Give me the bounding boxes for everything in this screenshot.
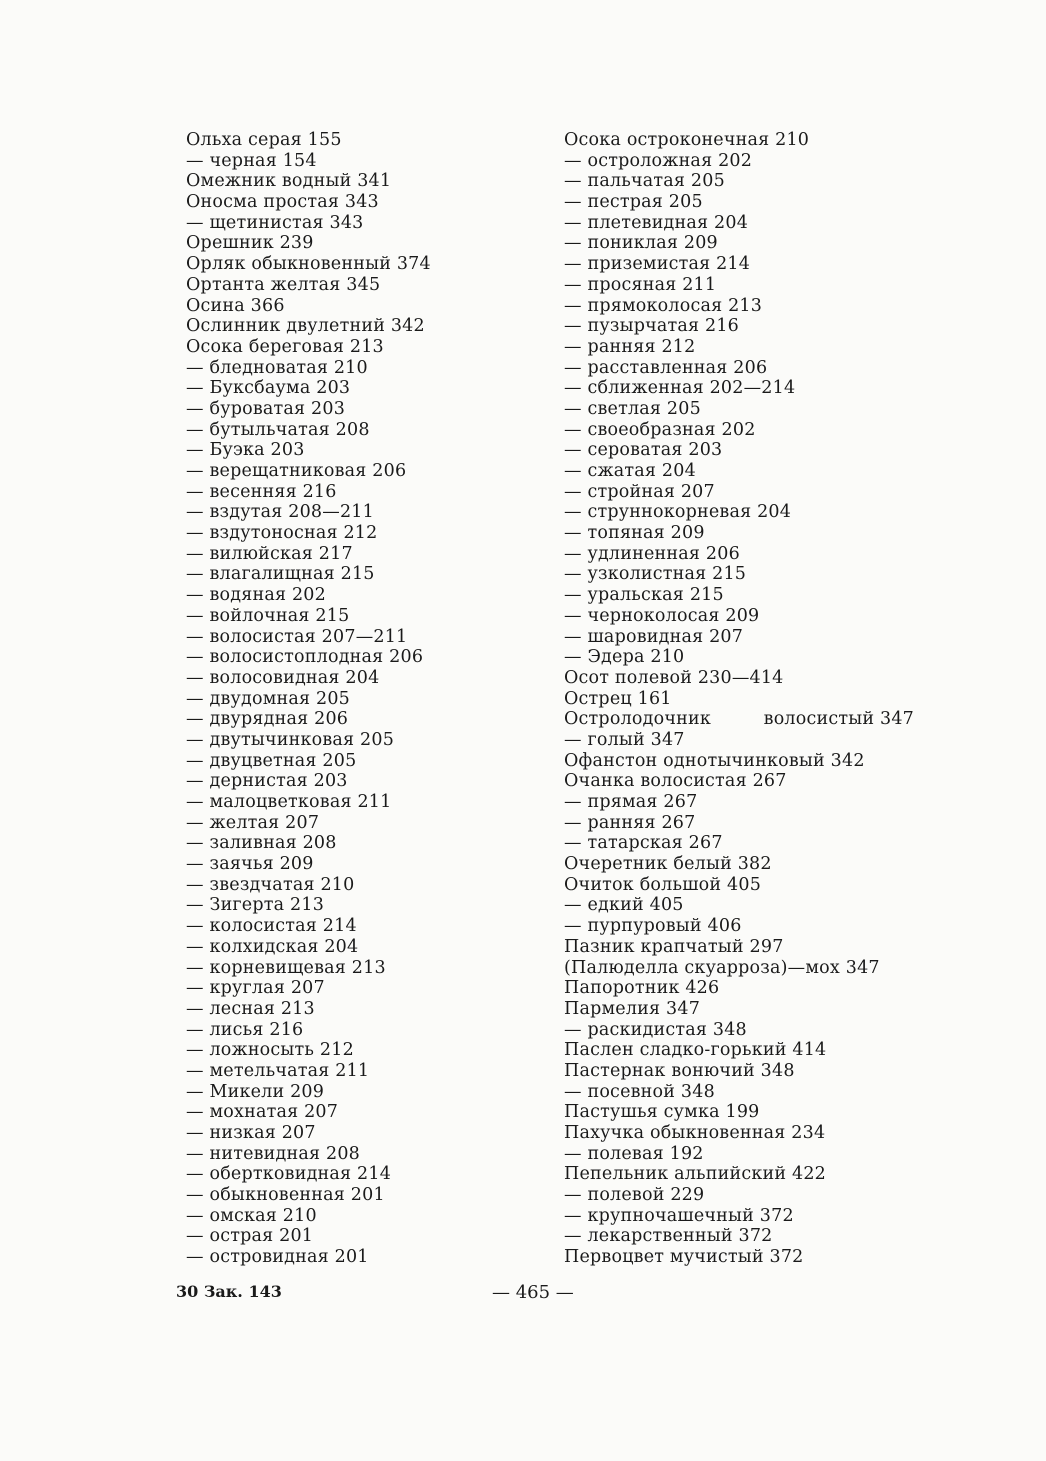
right-column xyxy=(564,130,914,1268)
index-entry: — двутычинковая 205 xyxy=(186,729,395,750)
index-entry: Осока береговая 213 xyxy=(186,336,384,357)
index-entry: — полевая 192 xyxy=(564,1143,704,1164)
index-entry: — пузырчатая 216 xyxy=(564,316,740,337)
index-entry: Орляк обыкновенный 374 xyxy=(186,254,431,275)
index-entry: — звездчатая 210 xyxy=(186,874,355,895)
index-entry: Офанстон однотычинковый 342 xyxy=(564,750,865,771)
index-entry: — метельчатая 211 xyxy=(186,1060,370,1081)
index-entry: — едкий 405 xyxy=(564,895,684,916)
index-entry: — бутыльчатая 208 xyxy=(186,419,370,440)
index-entry: — своеобразная 202 xyxy=(564,419,756,440)
index-entry: Пазник крапчатый 297 xyxy=(564,936,784,957)
index-entry: — колосистая 214 xyxy=(186,916,357,937)
index-entry: — вздутая 208—211 xyxy=(186,502,374,523)
index-entry: — заливная 208 xyxy=(186,833,337,854)
index-entry: — волосистоплодная 206 xyxy=(186,647,424,668)
index-entry: — уральская 215 xyxy=(564,585,724,606)
index-entry: — Буэка 203 xyxy=(186,440,305,461)
index-entry: Папоротник 426 xyxy=(564,978,720,999)
index-entry xyxy=(564,709,914,730)
index-entry: Ольха серая 155 xyxy=(186,130,342,150)
index-entry: — двуцветная 205 xyxy=(186,750,357,771)
index-entry: Паслен сладко-горький 414 xyxy=(564,1040,827,1061)
index-entry: — влагалищная 215 xyxy=(186,564,375,585)
index-entry: — верещатниковая 206 xyxy=(186,461,407,481)
index-entry: — татарская 267 xyxy=(564,833,723,854)
index-entry: — волосовидная 204 xyxy=(186,667,380,688)
index-entry: — двурядная 206 xyxy=(186,709,349,730)
index-entry: — ранняя 267 xyxy=(564,812,696,833)
index-entry: — Эдера 210 xyxy=(564,647,685,668)
index-entry: Оносма простая 343 xyxy=(186,192,379,213)
index-entry: — приземистая 214 xyxy=(564,254,751,275)
index-entry: — мохнатая 207 xyxy=(186,1102,339,1123)
index-entry: Осот полевой 230—414 xyxy=(564,667,784,688)
index-entry: — раскидистая 348 xyxy=(564,1019,747,1040)
index-entry: Пастернак вонючий 348 xyxy=(564,1060,795,1081)
index-entry: — двудомная 205 xyxy=(186,688,351,709)
index-entry: — колхидская 204 xyxy=(186,936,359,957)
index-entry: — лесная 213 xyxy=(186,998,315,1019)
index-entry: — желтая 207 xyxy=(186,812,320,833)
index-entry: — пальчатая 205 xyxy=(564,171,725,192)
index-entry: — обыкновенная 201 xyxy=(186,1185,385,1206)
index-entry: — вздутоносная 212 xyxy=(186,523,378,544)
index-entry: — расставленная 206 xyxy=(564,357,768,378)
index-entry: — сероватая 203 xyxy=(564,440,723,461)
index-entry: — струннокорневая 204 xyxy=(564,502,792,523)
index-entry: — просяная 211 xyxy=(564,274,717,295)
index-entry: Первоцвет мучистый 372 xyxy=(564,1247,804,1268)
index-entry: — черная 154 xyxy=(186,150,317,171)
index-entry: — ранняя 212 xyxy=(564,336,696,357)
index-entry: — Микели 209 xyxy=(186,1081,325,1102)
index-entry: — сближенная 202—214 xyxy=(564,378,796,399)
index-entry: — водяная 202 xyxy=(186,585,326,606)
index-entry: Очанка волосистая 267 xyxy=(564,771,787,792)
index-entry: — корневищевая 213 xyxy=(186,957,386,978)
index-entry: — вилюйская 217 xyxy=(186,543,353,564)
index-entry: Осока остроконечная 210 xyxy=(564,130,810,150)
index-entry-rest: волосистый 347 xyxy=(763,709,914,730)
index-entry: Орешник 239 xyxy=(186,233,314,254)
index-entry: — буроватая 203 xyxy=(186,398,346,419)
index-entry: — плетевидная 204 xyxy=(564,212,749,233)
index-entry: — прямоколосая 213 xyxy=(564,295,763,316)
index-entry: — пурпуровый 406 xyxy=(564,916,742,937)
index-entry: — заячья 209 xyxy=(186,854,314,875)
index-entry: — полевой 229 xyxy=(564,1185,705,1206)
index-entry: — посевной 348 xyxy=(564,1081,715,1102)
index-entry: — лисья 216 xyxy=(186,1019,304,1040)
index-entry: — омская 210 xyxy=(186,1205,317,1226)
index-entry: — черноколосая 209 xyxy=(564,605,760,626)
index-entry: Пепельник альпийский 422 xyxy=(564,1164,827,1185)
index-entry: — светлая 205 xyxy=(564,398,701,419)
index-entry: Пахучка обыкновенная 234 xyxy=(564,1123,826,1143)
index-entry: — топяная 209 xyxy=(564,523,705,544)
index-entry: — войлочная 215 xyxy=(186,605,350,626)
index-entry: — лекарственный 372 xyxy=(564,1226,773,1247)
index-entry: Омежник водный 341 xyxy=(186,171,392,192)
index-entry: Острец 161 xyxy=(564,688,672,709)
index-entry-name: Остролодочник xyxy=(564,709,711,730)
page-number: — 465 — xyxy=(492,1282,574,1303)
index-entry: — крупночашечный 372 xyxy=(564,1205,794,1226)
index-entry: — низкая 207 xyxy=(186,1123,316,1143)
index-entry: — шаровидная 207 xyxy=(564,626,744,647)
index-entry: (Палюделла скуарроза)—мох 347 xyxy=(564,957,880,978)
index-entry: — дернистая 203 xyxy=(186,771,348,792)
index-entry: Ослинник двулетний 342 xyxy=(186,316,425,337)
printer-signature: 30 Зак. 143 xyxy=(176,1282,282,1301)
index-entry: — Буксбаума 203 xyxy=(186,378,351,399)
index-entry: — нитевидная 208 xyxy=(186,1143,361,1164)
index-entry: Ортанта желтая 345 xyxy=(186,274,381,295)
index-entry: — ложносыть 212 xyxy=(186,1040,354,1061)
index-entry: Пастушья сумка 199 xyxy=(564,1102,760,1123)
index-entry: — узколистная 215 xyxy=(564,564,747,585)
index-entry: — островидная 201 xyxy=(186,1247,369,1268)
index-entry: — стройная 207 xyxy=(564,481,715,502)
index-entry: — сжатая 204 xyxy=(564,461,696,481)
index-entry: — щетинистая 343 xyxy=(186,212,364,233)
index-entry: Осина 366 xyxy=(186,295,285,316)
index-entry: — бледноватая 210 xyxy=(186,357,368,378)
index-entry: Пармелия 347 xyxy=(564,998,701,1019)
index-entry: — малоцветковая 211 xyxy=(186,792,392,812)
index-entry: — Зигерта 213 xyxy=(186,895,325,916)
index-entry: — весенняя 216 xyxy=(186,481,337,502)
index-entry: — круглая 207 xyxy=(186,978,325,999)
left-column xyxy=(186,130,516,1268)
index-entry: — удлиненная 206 xyxy=(564,543,740,564)
index-entry: — обертковидная 214 xyxy=(186,1164,392,1185)
index-entry: Очеретник белый 382 xyxy=(564,854,772,875)
index-entry: — пониклая 209 xyxy=(564,233,718,254)
index-entry: — остроложная 202 xyxy=(564,150,753,171)
index-entry: Очиток большой 405 xyxy=(564,874,762,895)
index-entry: — голый 347 xyxy=(564,729,685,750)
index-entry: — пестрая 205 xyxy=(564,192,703,213)
index-entry: — волосистая 207—211 xyxy=(186,626,408,647)
index-entry: — прямая 267 xyxy=(564,792,698,812)
index-entry: — острая 201 xyxy=(186,1226,314,1247)
